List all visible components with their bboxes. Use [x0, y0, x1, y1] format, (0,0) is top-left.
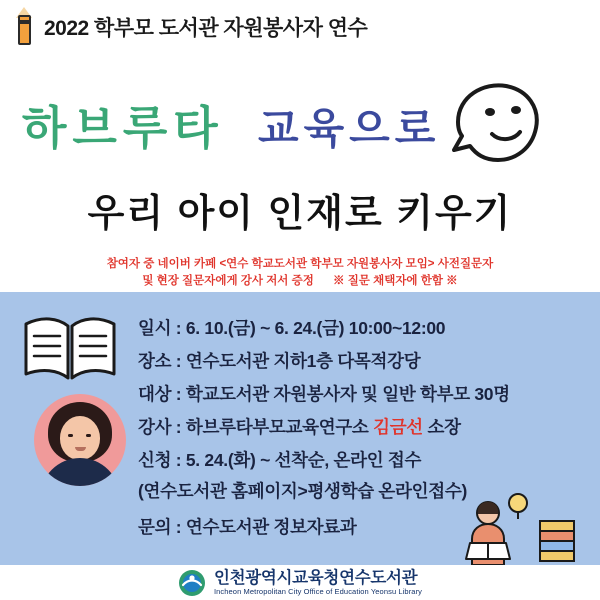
head-thinking-icon	[440, 76, 545, 168]
info-value: 연수도서관 정보자료과	[185, 517, 357, 537]
title-area	[0, 54, 600, 250]
info-value: 연수도서관 지하1층 다목적강당	[185, 351, 421, 371]
info-row	[138, 378, 588, 411]
poster-header	[0, 0, 600, 54]
title-word-blue: 교육으로	[258, 105, 441, 152]
footer-text	[214, 569, 422, 597]
info-label: 장소 :	[138, 351, 182, 371]
footer-name-ko: 인천광역시교육청연수도서관	[213, 568, 418, 587]
info-value: 하브루타부모교육연구소	[185, 417, 369, 437]
open-book-icon	[18, 310, 122, 386]
info-panel	[0, 292, 600, 565]
info-value: 학교도서관 자원봉사자 및 일반 학부모 30명	[185, 384, 510, 404]
note-line-1: 참여자 중 네이버 카페 <연수 학교도서관 학부모 자원봉사자 모임> 사전질문자	[106, 258, 494, 270]
info-row	[138, 444, 588, 477]
title-word-green: 하브루타	[22, 102, 224, 154]
info-label: 강사 :	[138, 417, 182, 437]
info-value: 5. 24.(화) ~ 선착순, 온라인 접수	[185, 450, 422, 470]
note-area	[0, 256, 600, 290]
info-value: 6. 10.(금) ~ 6. 24.(금) 10:00~12:00	[185, 318, 446, 338]
info-label: 신청 :	[138, 450, 182, 470]
info-row	[138, 312, 588, 345]
info-label: 문의 :	[138, 517, 182, 537]
poster-footer	[0, 565, 600, 600]
info-label: 대상 :	[138, 384, 182, 404]
note-line-2-right: ※ 질문 채택자에 한함 ※	[333, 275, 458, 287]
header-title: 2022 학부모 도서관 자원봉사자 연수	[44, 17, 368, 40]
speaker-avatar	[34, 394, 126, 486]
note-line-2-left: 및 현장 질문자에게 강사 저서 증정	[142, 275, 314, 287]
reading-person-icon	[448, 487, 578, 565]
info-row	[138, 411, 588, 444]
pencil-icon	[14, 7, 36, 47]
info-label: 일시 :	[138, 318, 182, 338]
speaker-name: 김금선	[373, 417, 423, 437]
library-emblem-icon	[178, 569, 206, 597]
info-row	[138, 345, 588, 378]
footer-name-en: Incheon Metropolitan City Office of Education Yeonsu Library	[213, 586, 423, 596]
speaker-title: 소장	[427, 417, 461, 437]
application-sub-note: (연수도서관 홈페이지>평생학습 온라인접수)	[138, 481, 467, 501]
headline-text: 우리 아이 인재로 키우기	[87, 193, 513, 235]
